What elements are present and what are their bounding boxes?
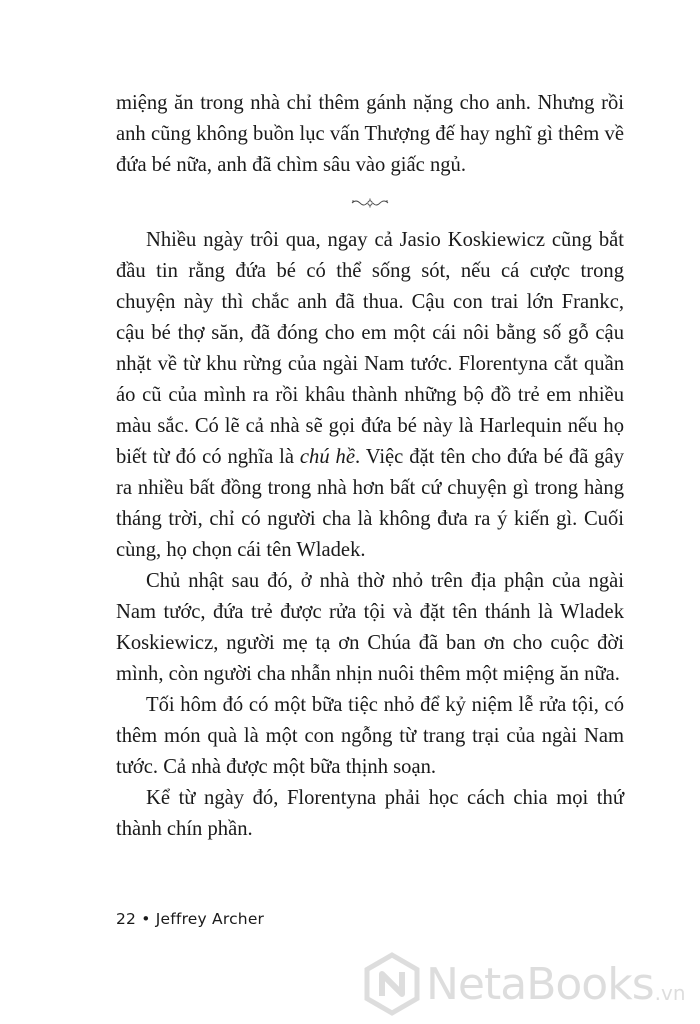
page-body [116,88,624,845]
netabooks-logo-icon [360,952,424,1016]
paragraph-text: Nhiều ngày trôi qua, ngay cả Jasio Koskiewicz cũng bắt đầu tin rằng đứa bé có thể sống sót, nếu cá cược trong chuyện này thì chắc anh đã thua. Cậu con trai lớn Frankc, cậu bé thợ săn, đã đóng cho em một cái nôi bằng số gỗ cậu nhặt về từ khu rừng của ngài Nam tước. Florentyna cắt quần áo cũ của mình ra rồi khâu thành những bộ đồ trẻ em nhiều màu sắc. Có lẽ cả nhà sẽ gọi đứa bé này là Harlequin nếu họ biết từ đó có nghĩa là [116,229,624,468]
paragraph: Chủ nhật sau đó, ở nhà thờ nhỏ trên địa phận của ngài Nam tước, đứa trẻ được rửa tội và đặt tên thánh là Wladek Koskiewicz, người mẹ tạ ơn Chúa đã ban ơn cho cuộc đời mình, còn người cha nhẫn nhịn nuôi thêm một miệng ăn nữa. [116,570,624,685]
flourish-icon [350,197,390,209]
paragraph [116,225,624,566]
section-break-ornament [116,181,624,225]
footer-separator: • [141,910,151,928]
watermark-suffix: .vn [654,981,686,1005]
author-name: Jeffrey Archer [155,910,265,928]
paragraph-text: . Việc đặt tên cho đứa bé đã gây ra nhiều bất đồng trong nhà hơn bất cứ chuyện gì trong hàng tháng trời, chỉ có người cha là không đưa ra ý kiến gì. Cuối cùng, họ chọn cái tên Wladek. [116,446,624,561]
watermark-brand: NetaBooks [426,958,654,1010]
paragraph: Tối hôm đó có một bữa tiệc nhỏ để kỷ niệm lễ rửa tội, có thêm món quà là một con ngỗng từ trang trại của ngài Nam tước. Cả nhà được một bữa thịnh soạn. [116,694,624,778]
page-footer [116,910,264,928]
paragraph: Kể từ ngày đó, Florentyna phải học cách chia mọi thứ thành chín phần. [116,787,624,840]
italic-term: chú hề [299,446,355,468]
watermark [360,952,686,1016]
page-number: 22 [116,910,137,928]
paragraph: miệng ăn trong nhà chỉ thêm gánh nặng cho anh. Nhưng rồi anh cũng không buồn lục vấn Thượng đế hay nghĩ gì thêm về đứa bé nữa, anh đã chìm sâu vào giấc ngủ. [116,92,624,176]
